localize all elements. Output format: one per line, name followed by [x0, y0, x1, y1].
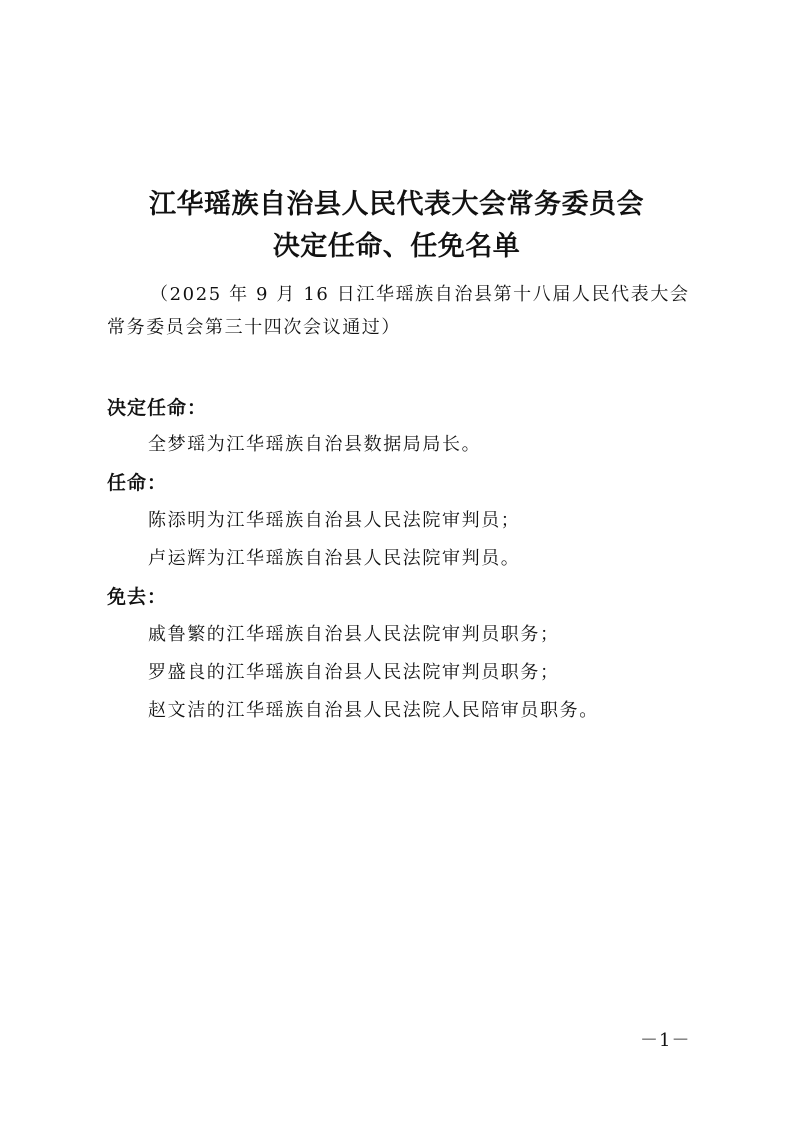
page-number: －1－ — [640, 1030, 691, 1051]
appointment-item: 陈添明为江华瑶族自治县人民法院审判员； — [148, 510, 521, 531]
section-heading-appoint: 任命： — [107, 472, 168, 494]
appointment-item: 全梦瑶为江华瑶族自治县数据局局长。 — [148, 434, 482, 455]
appointment-item: 卢运辉为江华瑶族自治县人民法院审判员。 — [148, 548, 521, 569]
removal-item: 戚鲁繁的江华瑶族自治县人民法院审判员职务； — [148, 624, 560, 645]
section-heading-remove: 免去： — [107, 586, 168, 608]
section-heading-decide-appoint: 决定任命： — [107, 397, 208, 419]
document-title-line-1: 江华瑶族自治县人民代表大会常务委员会 — [149, 189, 644, 220]
removal-item: 罗盛良的江华瑶族自治县人民法院审判员职务； — [148, 662, 560, 683]
document-title-line-2: 决定任命、任免名单 — [272, 231, 521, 262]
removal-item: 赵文洁的江华瑶族自治县人民法院人民陪审员职务。 — [148, 700, 599, 721]
meeting-note-line-2: 常务委员会第三十四次会议通过） — [107, 317, 401, 338]
meeting-note-line-1: （2025 年 9 月 16 日江华瑶族自治县第十八届人民代表大会 — [150, 284, 690, 305]
